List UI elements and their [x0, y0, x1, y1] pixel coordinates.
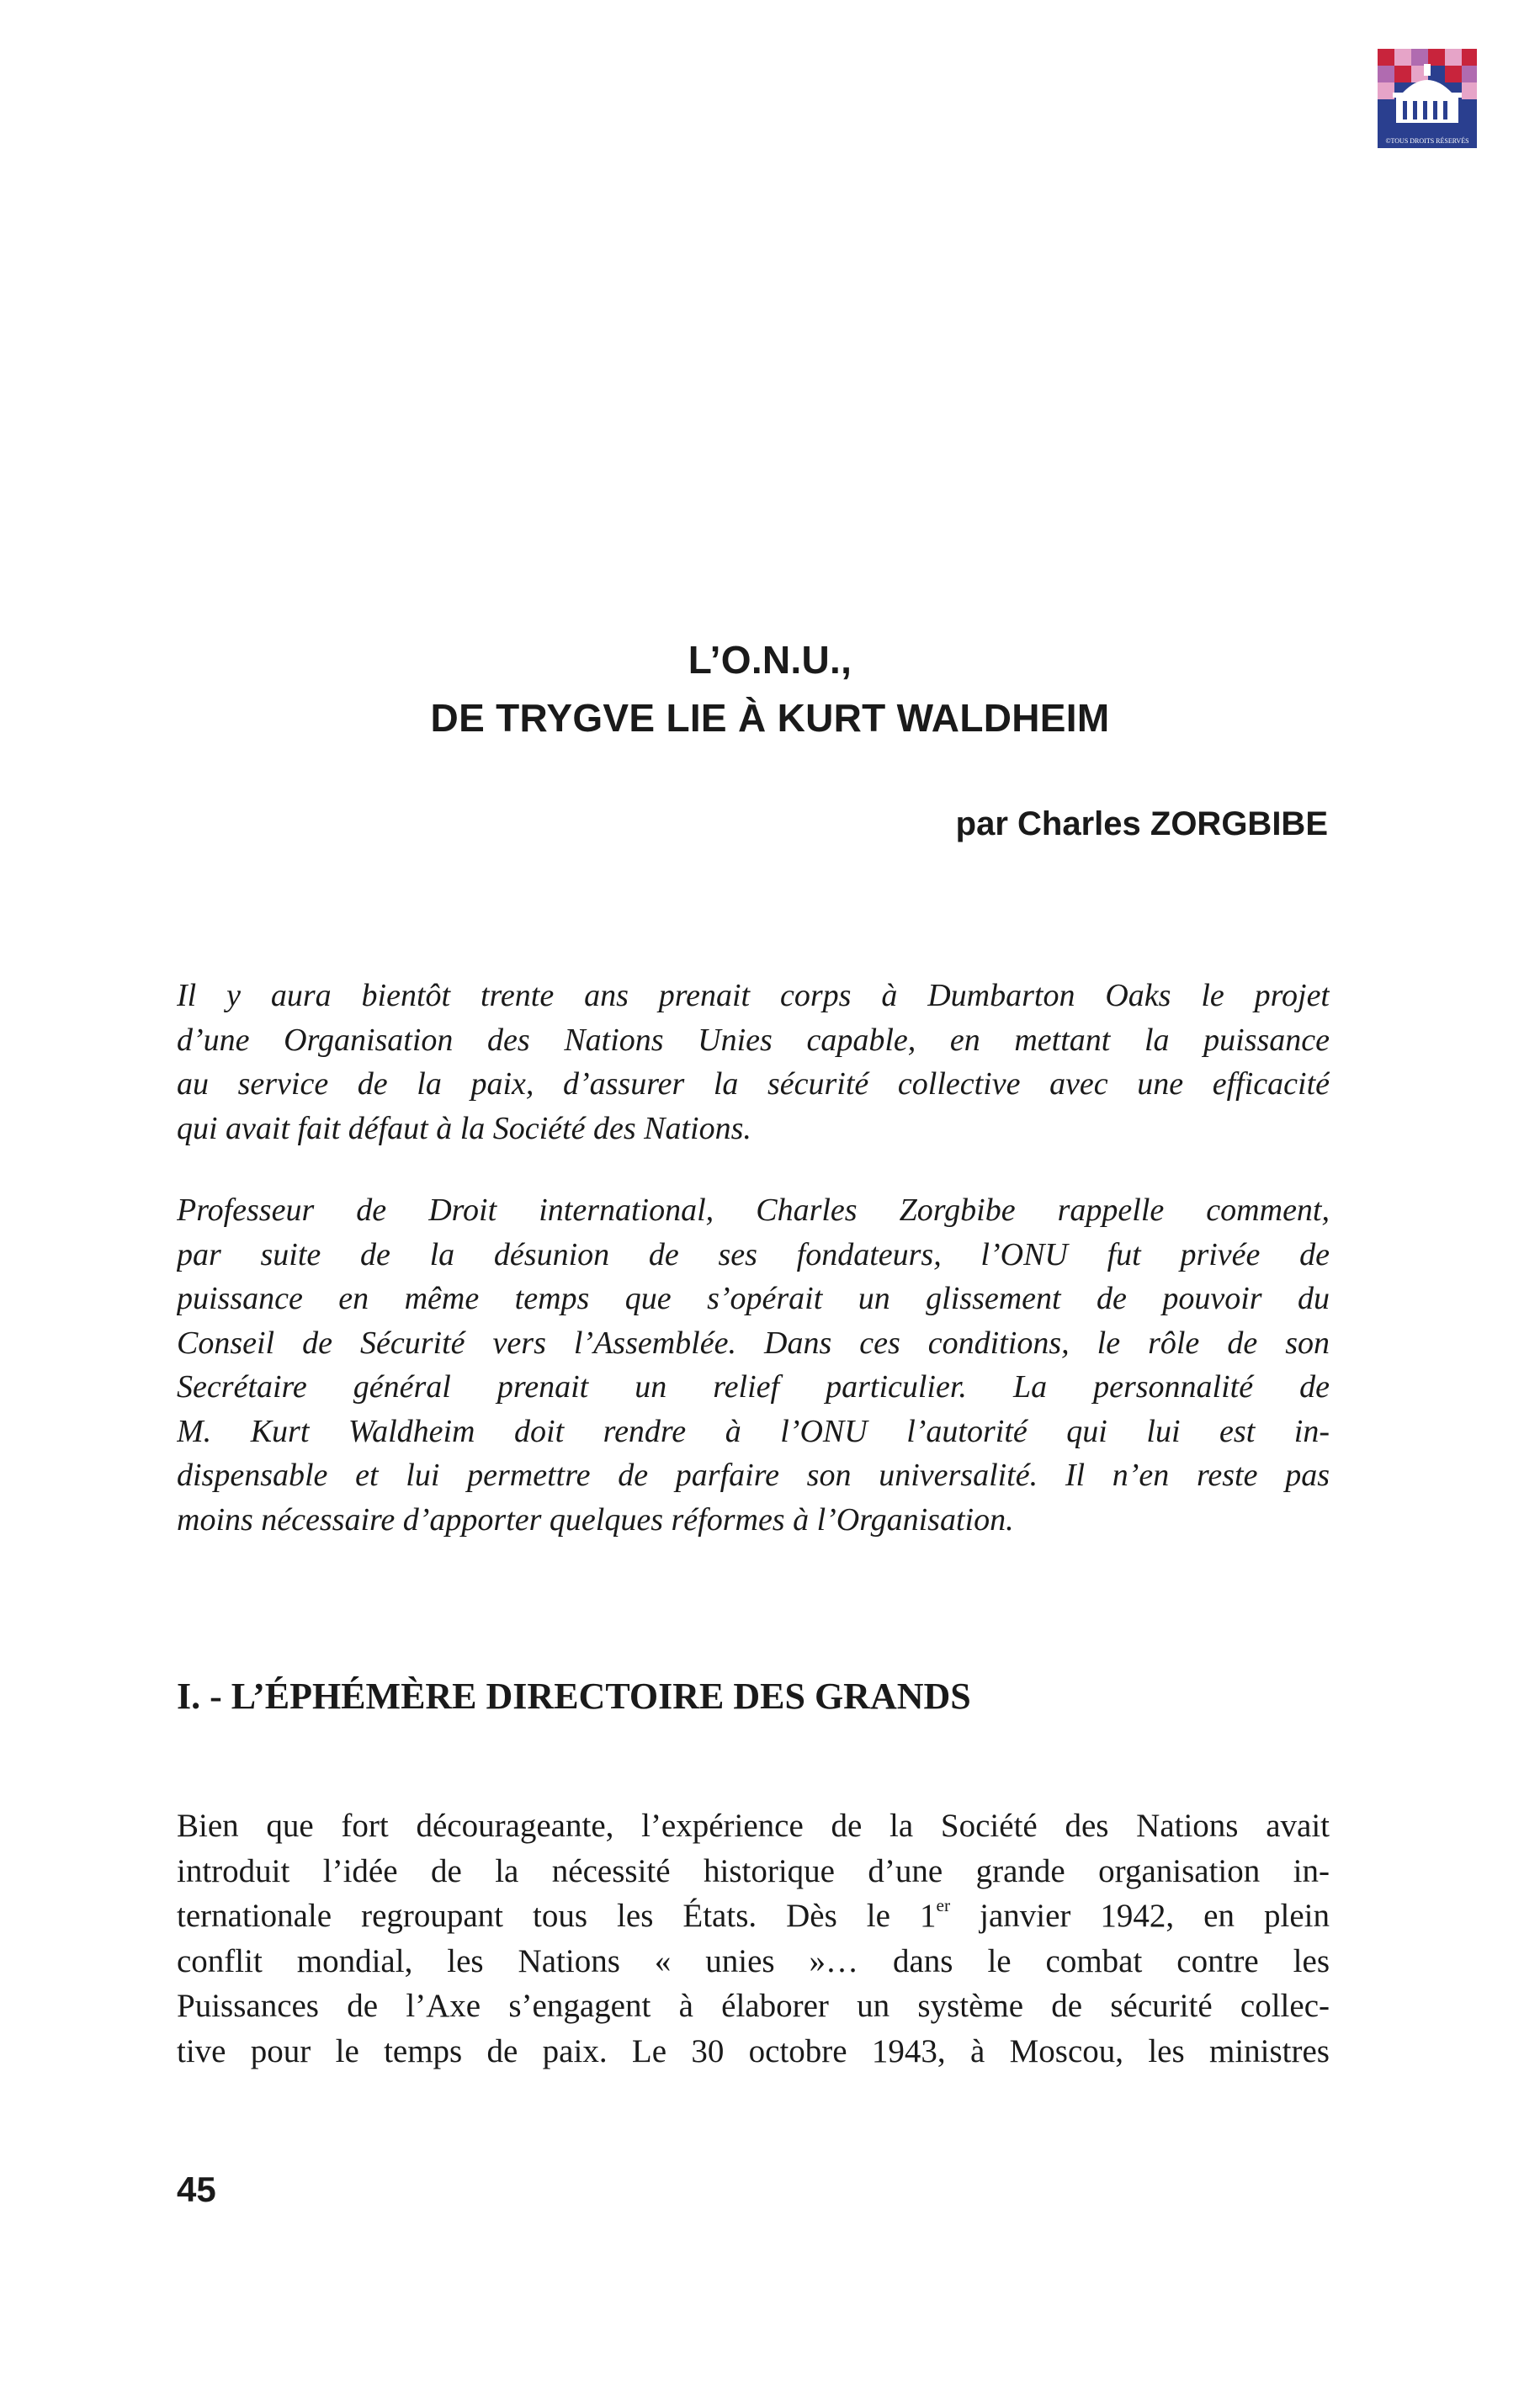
intro-line: Professeur de Droit international, Charles Zorgbibe rappelle comment, — [177, 1192, 1330, 1228]
intro-paragraph-2 — [177, 1188, 1330, 1542]
intro-line: Conseil de Sécurité vers l’Assemblée. Dans ces conditions, le rôle de son — [177, 1325, 1330, 1361]
intro-line: puissance en même temps que s’opérait un glissement de pouvoir du — [177, 1281, 1330, 1316]
intro-line: au service de la paix, d’assurer la sécurité collective avec une efficacité — [177, 1066, 1330, 1102]
intro-line: moins nécessaire d’apporter quelques réformes à l’Organisation. — [177, 1501, 1014, 1538]
body-line: tive pour le temps de paix. Le 30 octobre 1943, à Moscou, les ministres — [177, 2032, 1330, 2069]
intro-paragraph-1 — [177, 974, 1330, 1150]
article-title-line-2: DE TRYGVE LIE À KURT WALDHEIM — [430, 696, 1110, 740]
body-line-with-superscript — [177, 1894, 1330, 1939]
body-line: Bien que fort décourageante, l’expérience de la Société des Nations avait — [177, 1808, 1330, 1844]
intro-line: Il y aura bientôt trente ans prenait corps à Dumbarton Oaks le projet — [177, 978, 1330, 1013]
body-line: Puissances de l’Axe s’engagent à élaborer un système de sécurité collec- — [177, 1988, 1330, 2024]
body-line: conflit mondial, les Nations « unies »… dans le combat contre les — [177, 1942, 1330, 1979]
body-line-start: ternationale regroupant tous les États. Dès le 1 — [177, 1898, 937, 1934]
body-line-end: janvier 1942, en plein — [950, 1898, 1330, 1934]
intro-line: dispensable et lui permettre de parfaire son universalité. Il n’en reste pas — [177, 1458, 1330, 1493]
page-number: 45 — [177, 2170, 216, 2209]
publisher-logo — [1378, 49, 1477, 148]
intro-line: Secrétaire général prenait un relief particulier. La personnalité de — [177, 1369, 1330, 1405]
logo-caption: ©TOUS DROITS RÉSERVÉS — [1385, 137, 1469, 145]
intro-line: d’une Organisation des Nations Unies capable, en mettant la puissance — [177, 1022, 1330, 1058]
ordinal-superscript: er — [936, 1894, 951, 1915]
intro-line: par suite de la désunion de ses fondateurs, l’ONU fut privée de — [177, 1236, 1330, 1272]
intro-line: M. Kurt Waldheim doit rendre à l’ONU l’autorité qui lui est in- — [177, 1413, 1330, 1449]
body-paragraph — [177, 1803, 1330, 2074]
section-heading: I. - L’ÉPHÉMÈRE DIRECTOIRE DES GRANDS — [177, 1676, 971, 1717]
intro-line: qui avait fait défaut à la Société des Nations. — [177, 1110, 751, 1146]
author-byline: par Charles ZORGBIBE — [955, 805, 1328, 842]
body-line: introduit l’idée de la nécessité historique d’une grande organisation in- — [177, 1852, 1330, 1889]
article-title-line-1: L’O.N.U., — [688, 638, 852, 682]
